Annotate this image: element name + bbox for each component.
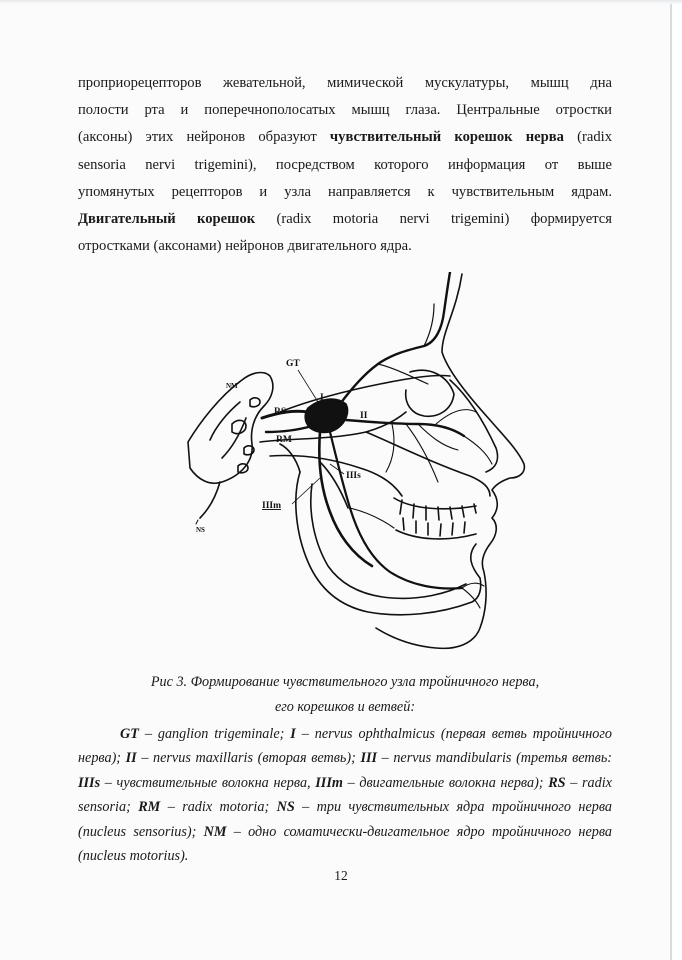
- mandibular-branch-motor: [319, 432, 372, 566]
- legend-rs-text: – radix sensoria;: [78, 774, 612, 816]
- legend-rm-abbr: RM: [138, 799, 161, 816]
- iiis-leader: [330, 464, 344, 474]
- mandibular-branch-sensory: [330, 432, 462, 588]
- legend-iiim-abbr: IIIm: [315, 774, 343, 791]
- head-nerve-illustration: [180, 272, 530, 664]
- legend-nm-text: – одно соматически-двигательное ядро тройничного нерва (nucleus motorius).: [78, 823, 612, 865]
- body-line-1: проприорецепторов жевательной, мимической мускулатуры, мышц дна: [78, 75, 612, 91]
- zygomatic-arch: [270, 456, 402, 497]
- face-profile-outline: [376, 274, 524, 648]
- legend-ii-text: – nervus maxillaris (вторая ветвь);: [136, 750, 361, 767]
- sensory-root-term: чувствительный корешок нерва: [329, 129, 564, 146]
- body-line-7: отростками (аксонами) нейронов двигательного ядра.: [78, 238, 412, 255]
- nasal-bone: [450, 380, 498, 472]
- label-rs: RS: [274, 407, 287, 417]
- legend-ii-abbr: II: [125, 750, 137, 767]
- spinal-tract: [200, 482, 220, 518]
- figure-caption: [78, 670, 612, 719]
- legend-gt-text: – ganglion trigeminale;: [138, 726, 291, 742]
- legend-ns-abbr: NS: [276, 799, 295, 816]
- page-edge-shadow: [0, 0, 682, 4]
- legend-gt-abbr: GT: [120, 726, 139, 742]
- ns-pointer: [196, 520, 198, 524]
- caption-line-1: Рис 3. Формирование чувствительного узла тройничного нерва,: [150, 674, 540, 690]
- mandible-inner: [311, 484, 466, 598]
- legend-paragraph: [78, 722, 612, 868]
- motor-root-term: Двигательный корешок: [78, 211, 256, 228]
- lower-teeth: [396, 518, 476, 539]
- legend-i-abbr: I: [290, 726, 296, 742]
- upper-teeth: [394, 498, 476, 520]
- legend-i-text: – nervus ophthalmicus (первая ветвь тройничного нерва);: [78, 726, 612, 767]
- legend-iii-text: – nervus mandibularis (третья ветвь:: [377, 750, 613, 767]
- label-rm: RM: [276, 435, 292, 445]
- ramus-outline: [280, 444, 348, 508]
- label-ns: NS: [196, 526, 205, 534]
- legend-ns-text: – три чувствительных ядра тройничного нерва (nucleus sensorius);: [78, 799, 612, 840]
- label-nm: NM: [226, 382, 238, 390]
- label-i: I: [320, 393, 324, 403]
- legend-iiis-abbr: IIIs: [78, 774, 101, 791]
- gt-leader: [298, 370, 318, 402]
- nucleus-motorius: [232, 420, 246, 433]
- body-line-2: полости рта и поперечнополосатых мышц глаза. Центральные отростки: [78, 102, 612, 119]
- label-iiis: IIIs: [346, 471, 361, 481]
- caption-line-2: его корешков и ветвей:: [274, 698, 416, 715]
- skull-upper: [280, 375, 450, 412]
- legend-rs-abbr: RS: [548, 774, 566, 791]
- page-number: 12: [334, 868, 348, 883]
- label-ii: II: [360, 411, 368, 421]
- label-gt: GT: [286, 359, 300, 369]
- body-line-6: [78, 206, 612, 233]
- legend-nm-abbr: NM: [203, 823, 227, 840]
- body-line-3-end: (radix: [563, 129, 612, 146]
- ophthalmic-branch: [340, 272, 450, 404]
- body-line-3-start: (аксоны) этих нейронов образуют: [78, 129, 330, 146]
- maxillary-sub: [386, 410, 492, 482]
- legend-iiim-text: – двигательные волокна нерва);: [342, 774, 549, 791]
- maxillary-branch: [346, 420, 464, 436]
- motor-root: [266, 426, 312, 432]
- legend-iiis-text: – чувствительные волокна нерва,: [100, 774, 316, 791]
- legend-rm-text: – radix motoria;: [160, 799, 277, 816]
- trigeminal-nerve-figure: [180, 272, 530, 664]
- body-paragraph: [78, 70, 612, 260]
- label-iiim: IIIm: [262, 501, 282, 511]
- body-line-4: sensoria nervi trigemini), посредством которого информация от выше: [78, 156, 612, 173]
- body-line-3: [78, 124, 612, 151]
- body-line-6-end: (radix motoria nervi trigemini) формируется: [255, 211, 613, 228]
- body-line-5: упомянутых рецепторов и узла направляется к чувствительным ядрам.: [78, 183, 612, 200]
- mandibular-sub: [350, 508, 484, 608]
- legend-iii-abbr: III: [360, 750, 378, 767]
- ophthalmic-sub: [378, 304, 434, 384]
- figure-legend: [78, 722, 612, 868]
- brainstem-inner: [210, 402, 246, 458]
